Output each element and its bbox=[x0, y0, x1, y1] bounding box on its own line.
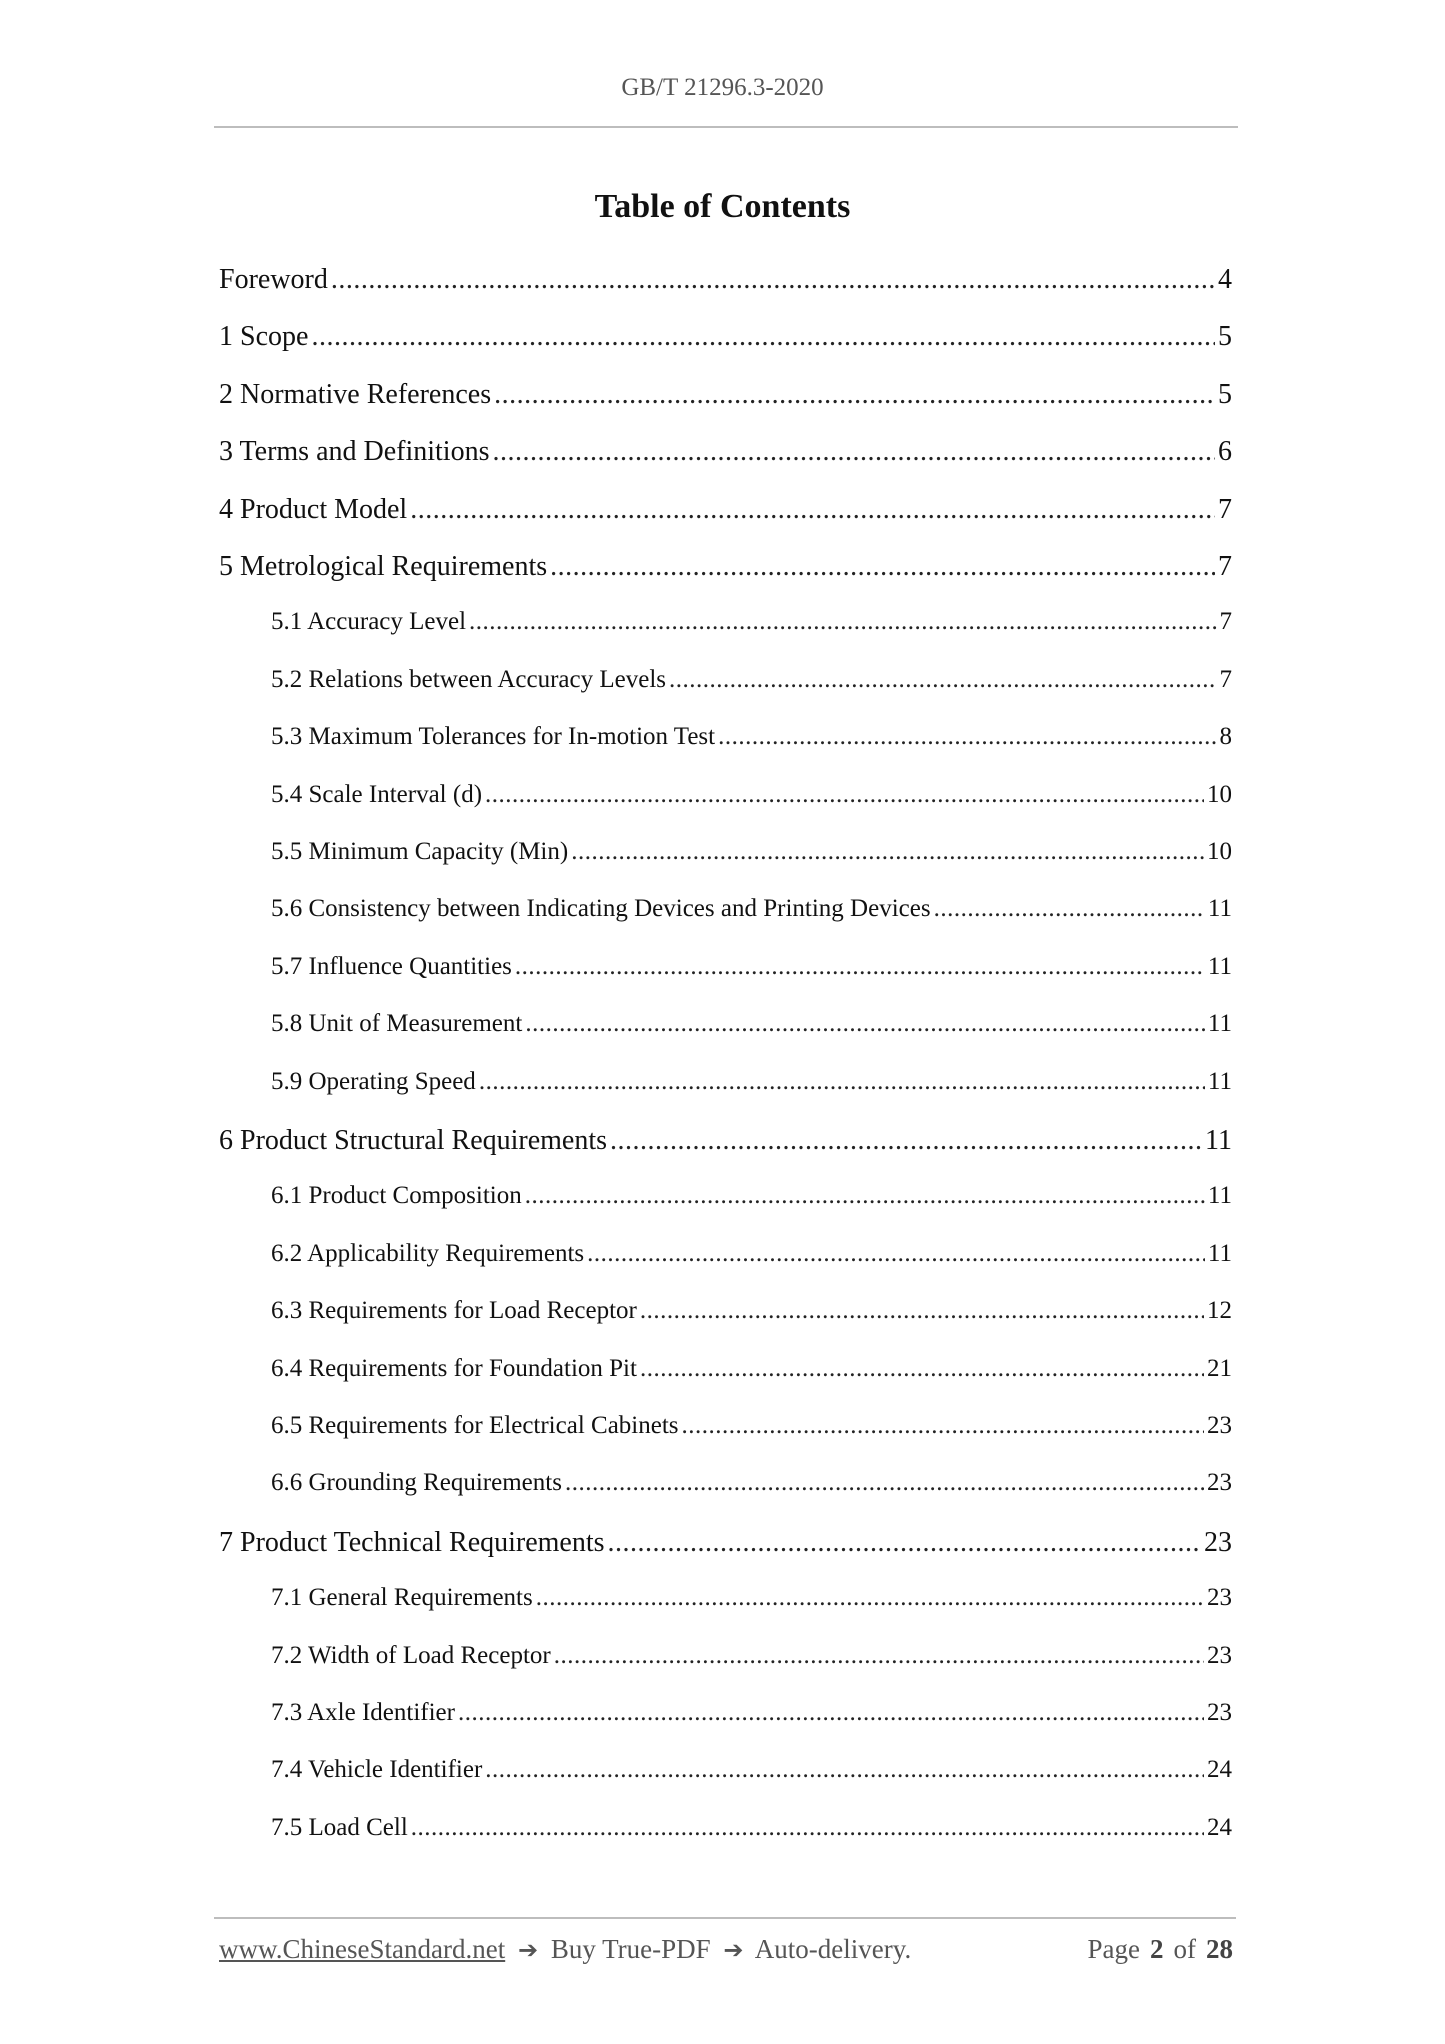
toc-entry-page: 23 bbox=[1207, 1469, 1232, 1496]
toc-entry-label: 3 Terms and Definitions bbox=[219, 436, 490, 467]
toc-entry[interactable] bbox=[271, 723, 1232, 751]
toc-entry-label: 5.9 Operating Speed bbox=[271, 1068, 476, 1095]
toc-dot-leader bbox=[610, 1125, 1202, 1157]
toc-entry-label: 7.5 Load Cell bbox=[271, 1814, 408, 1841]
toc-entry-label: 5.1 Accuracy Level bbox=[271, 608, 467, 635]
toc-dot-leader bbox=[571, 838, 1204, 866]
buy-text: Buy True-PDF bbox=[550, 1934, 711, 1964]
toc-entry-page: 21 bbox=[1207, 1355, 1232, 1382]
toc-entry-page: 5 bbox=[1218, 379, 1232, 410]
toc-entry[interactable] bbox=[219, 379, 1232, 411]
toc-entry-page: 11 bbox=[1207, 1068, 1232, 1095]
toc-entry[interactable] bbox=[271, 666, 1232, 694]
footer-promo bbox=[219, 1934, 911, 1965]
toc-dot-leader bbox=[669, 666, 1217, 694]
toc-dot-leader bbox=[410, 494, 1215, 526]
page-of-word: of bbox=[1173, 1934, 1196, 1964]
toc-entry[interactable] bbox=[271, 1412, 1232, 1440]
page-title: Table of Contents bbox=[594, 188, 851, 225]
toc-entry-page: 24 bbox=[1207, 1814, 1232, 1841]
toc-dot-leader bbox=[485, 781, 1204, 809]
toc-entry-page: 23 bbox=[1204, 1527, 1232, 1558]
toc-entry-page: 7 bbox=[1219, 608, 1232, 635]
toc-entry[interactable] bbox=[219, 321, 1232, 353]
toc-entry-page: 24 bbox=[1207, 1756, 1232, 1783]
toc-entry-label: 2 Normative References bbox=[219, 379, 492, 410]
toc-dot-leader bbox=[469, 608, 1216, 636]
toc-dot-leader bbox=[458, 1699, 1204, 1727]
toc-entry-page: 11 bbox=[1207, 953, 1232, 980]
toc-entry-page: 23 bbox=[1207, 1642, 1232, 1669]
toc-dot-leader bbox=[550, 551, 1215, 583]
toc-dot-leader bbox=[565, 1469, 1204, 1497]
toc-entry[interactable] bbox=[271, 1010, 1232, 1038]
toc-entry-page: 7 bbox=[1218, 494, 1232, 525]
delivery-text: Auto-delivery. bbox=[754, 1934, 912, 1964]
toc-entry[interactable] bbox=[271, 1699, 1232, 1727]
toc-entry-label: 5.4 Scale Interval (d) bbox=[271, 781, 483, 808]
toc-dot-leader bbox=[554, 1642, 1204, 1670]
toc-dot-leader bbox=[479, 1068, 1205, 1096]
toc-entry-label: 5.7 Influence Quantities bbox=[271, 953, 512, 980]
toc-entry[interactable] bbox=[271, 1182, 1232, 1210]
toc-dot-leader bbox=[682, 1412, 1204, 1440]
toc-entry-label: 6.5 Requirements for Electrical Cabinets bbox=[271, 1412, 679, 1439]
toc-entry-label: 1 Scope bbox=[219, 321, 309, 352]
toc-entry-label: 6.4 Requirements for Foundation Pit bbox=[271, 1355, 637, 1382]
toc-entry-label: 5.2 Relations between Accuracy Levels bbox=[271, 666, 666, 693]
toc-entry[interactable] bbox=[271, 1297, 1232, 1325]
toc-entry-page: 10 bbox=[1207, 781, 1232, 808]
toc-entry-label: 7 Product Technical Requirements bbox=[219, 1527, 605, 1558]
toc-entry-label: 6 Product Structural Requirements bbox=[219, 1125, 608, 1156]
toc-dot-leader bbox=[718, 723, 1216, 751]
toc-entry[interactable] bbox=[271, 953, 1232, 981]
toc-entry[interactable] bbox=[219, 1527, 1232, 1559]
toc-entry-page: 7 bbox=[1219, 666, 1232, 693]
toc-dot-leader bbox=[640, 1355, 1204, 1383]
toc-entry[interactable] bbox=[219, 1125, 1232, 1157]
toc-entry[interactable] bbox=[271, 1584, 1232, 1612]
footer-divider bbox=[214, 1917, 1236, 1919]
toc-entry[interactable] bbox=[271, 1814, 1232, 1842]
toc-dot-leader bbox=[525, 1182, 1205, 1210]
page-current: 2 bbox=[1150, 1934, 1164, 1964]
toc-entry-page: 7 bbox=[1218, 551, 1232, 582]
page-word: Page bbox=[1087, 1934, 1140, 1964]
toc-entry-label: 5.8 Unit of Measurement bbox=[271, 1010, 523, 1037]
toc-entry-page: 11 bbox=[1205, 1125, 1232, 1156]
toc-entry[interactable] bbox=[271, 1355, 1232, 1383]
toc-entry[interactable] bbox=[271, 838, 1232, 866]
toc-dot-leader bbox=[525, 1010, 1205, 1038]
toc-entry-label: 4 Product Model bbox=[219, 494, 408, 525]
toc-entry-label: 7.4 Vehicle Identifier bbox=[271, 1756, 483, 1783]
toc-dot-leader bbox=[640, 1297, 1204, 1325]
page-footer bbox=[219, 1934, 1233, 1965]
toc-dot-leader bbox=[311, 321, 1215, 353]
document-header: GB/T 21296.3-2020 bbox=[621, 74, 824, 101]
toc-entry[interactable] bbox=[219, 436, 1232, 468]
toc-entry-label: Foreword bbox=[219, 264, 328, 295]
toc-entry-page: 23 bbox=[1207, 1584, 1232, 1611]
right-arrow-icon: ➔ bbox=[723, 1936, 744, 1964]
toc-entry-page: 12 bbox=[1207, 1297, 1232, 1324]
toc-entry-label: 6.1 Product Composition bbox=[271, 1182, 522, 1209]
toc-entry[interactable] bbox=[271, 1642, 1232, 1670]
toc-entry-label: 5.3 Maximum Tolerances for In-motion Test bbox=[271, 723, 716, 750]
toc-dot-leader bbox=[608, 1527, 1201, 1559]
toc-entry-page: 8 bbox=[1219, 723, 1232, 750]
page-indicator bbox=[1088, 1934, 1233, 1965]
toc-entry-label: 6.6 Grounding Requirements bbox=[271, 1469, 562, 1496]
toc-dot-leader bbox=[411, 1814, 1204, 1842]
site-link[interactable]: www.ChineseStandard.net bbox=[219, 1934, 506, 1964]
toc-entry-label: 5.5 Minimum Capacity (Min) bbox=[271, 838, 569, 865]
toc-entry[interactable] bbox=[271, 1240, 1232, 1268]
toc-entry-page: 4 bbox=[1218, 264, 1232, 295]
toc-entry[interactable] bbox=[271, 895, 1232, 923]
toc-entry[interactable] bbox=[219, 551, 1232, 583]
toc-entry-page: 11 bbox=[1207, 1240, 1232, 1267]
toc-entry-label: 7.1 General Requirements bbox=[271, 1584, 533, 1611]
toc-entry-page: 11 bbox=[1207, 895, 1232, 922]
toc-dot-leader bbox=[494, 379, 1215, 411]
page-total: 28 bbox=[1206, 1934, 1233, 1964]
toc-entry-label: 5.6 Consistency between Indicating Devices and Printing Devices bbox=[271, 895, 931, 922]
toc-entry[interactable] bbox=[271, 1068, 1232, 1096]
toc-entry-label: 6.2 Applicability Requirements bbox=[271, 1240, 585, 1267]
toc-entry-page: 11 bbox=[1207, 1010, 1232, 1037]
toc-dot-leader bbox=[587, 1240, 1205, 1268]
toc-entry[interactable] bbox=[219, 264, 1232, 296]
toc-entry-page: 23 bbox=[1207, 1412, 1232, 1439]
toc-dot-leader bbox=[485, 1756, 1204, 1784]
toc-entry[interactable] bbox=[219, 494, 1232, 526]
toc-entry-label: 6.3 Requirements for Load Receptor bbox=[271, 1297, 637, 1324]
toc-entry-label: 5 Metrological Requirements bbox=[219, 551, 548, 582]
toc-dot-leader bbox=[492, 436, 1215, 468]
right-arrow-icon: ➔ bbox=[517, 1936, 539, 1964]
toc-entry[interactable] bbox=[271, 1469, 1232, 1497]
toc-entry-label: 7.3 Axle Identifier bbox=[271, 1699, 455, 1726]
toc-entry[interactable] bbox=[271, 1756, 1232, 1784]
toc-dot-leader bbox=[331, 264, 1215, 296]
toc-dot-leader bbox=[536, 1584, 1204, 1612]
toc-dot-leader bbox=[934, 895, 1205, 923]
toc-entry-page: 11 bbox=[1207, 1182, 1232, 1209]
toc-dot-leader bbox=[515, 953, 1205, 981]
toc-entry-page: 23 bbox=[1207, 1699, 1232, 1726]
toc-entry[interactable] bbox=[271, 781, 1232, 809]
toc-entry-label: 7.2 Width of Load Receptor bbox=[271, 1642, 551, 1669]
toc-entry[interactable] bbox=[271, 608, 1232, 636]
toc-entry-page: 5 bbox=[1218, 321, 1232, 352]
toc-entry-page: 6 bbox=[1218, 436, 1232, 467]
toc-entry-page: 10 bbox=[1207, 838, 1232, 865]
